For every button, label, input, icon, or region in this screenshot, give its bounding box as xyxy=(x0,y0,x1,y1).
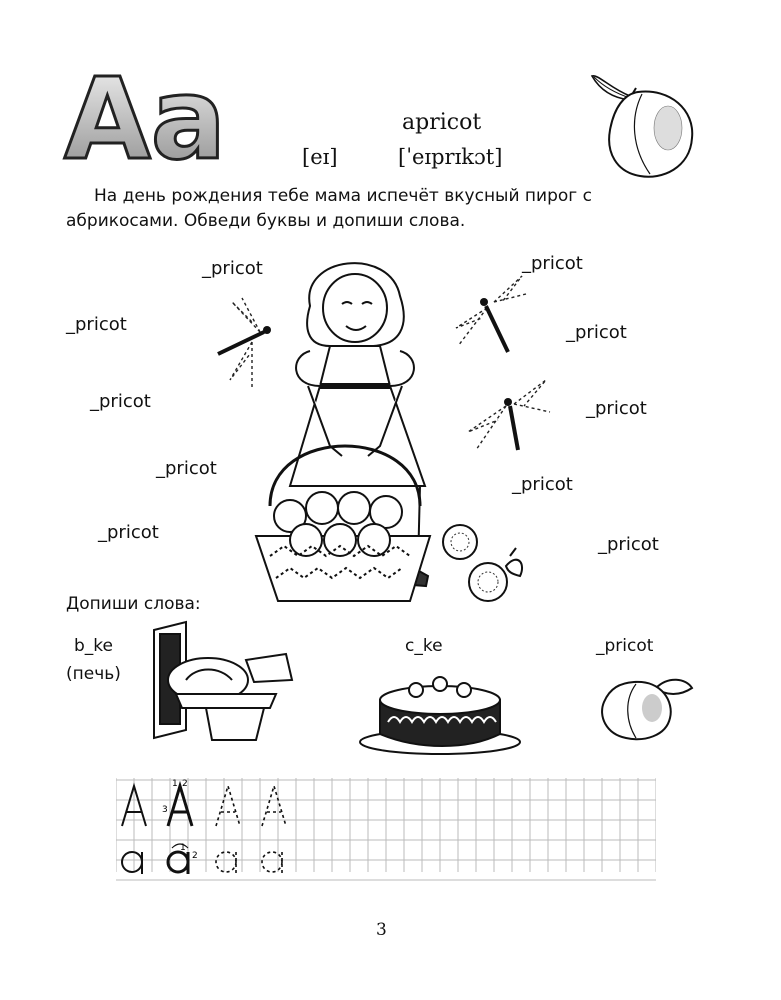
apricot-image-top xyxy=(590,68,700,183)
header-transcription: [ˈeɪprɪkɔt] xyxy=(398,145,503,169)
trace-word-7: _pricot xyxy=(156,458,217,479)
dragonfly-icon-3 xyxy=(462,376,552,456)
apricot-image-bottom xyxy=(598,674,694,744)
lowercase-a-dotted xyxy=(216,852,282,874)
trace-word-9: _pricot xyxy=(98,522,159,543)
trace-word-2: _pricot xyxy=(522,253,583,274)
trace-word-6: _pricot xyxy=(586,398,647,419)
stroke-number-4: 1 xyxy=(180,843,186,853)
tracing-grid[interactable] xyxy=(116,778,656,882)
oven-baking-image xyxy=(146,620,296,748)
page-number: 3 xyxy=(376,920,387,940)
complete-section-title: Допиши слова: xyxy=(66,594,201,614)
trace-word-8: _pricot xyxy=(512,474,573,495)
bake-word: b_ke xyxy=(74,636,113,656)
big-letters-aa xyxy=(62,60,237,165)
dragonfly-icon-2 xyxy=(452,268,532,358)
cake-word: c_ke xyxy=(405,636,443,656)
task-line-1: На день рождения тебе мама испечёт вкусный пирог с xyxy=(94,186,592,206)
trace-word-10: _pricot xyxy=(598,534,659,555)
stroke-number-5: 2 xyxy=(192,851,198,861)
trace-word-4: _pricot xyxy=(566,322,627,343)
stroke-number-2: 2 xyxy=(182,779,188,789)
trace-word-3: _pricot xyxy=(66,314,127,335)
cake-image xyxy=(358,660,522,756)
apricots-small-image xyxy=(440,516,530,606)
big-letters-text: Aa xyxy=(64,60,227,165)
task-line-2: абрикосами. Обведи буквы и допиши слова. xyxy=(66,211,466,231)
phonetic-letter: [eɪ] xyxy=(302,145,338,169)
apricot-word: _pricot xyxy=(596,636,654,656)
bake-hint: (печь) xyxy=(66,664,121,684)
trace-word-1: _pricot xyxy=(202,258,263,279)
stroke-number-1: 1 xyxy=(172,779,178,789)
stroke-number-3: 3 xyxy=(162,805,168,815)
header-word: apricot xyxy=(402,110,482,135)
trace-word-5: _pricot xyxy=(90,391,151,412)
girl-with-basket-image xyxy=(250,246,450,606)
lowercase-a-traces xyxy=(122,844,188,874)
